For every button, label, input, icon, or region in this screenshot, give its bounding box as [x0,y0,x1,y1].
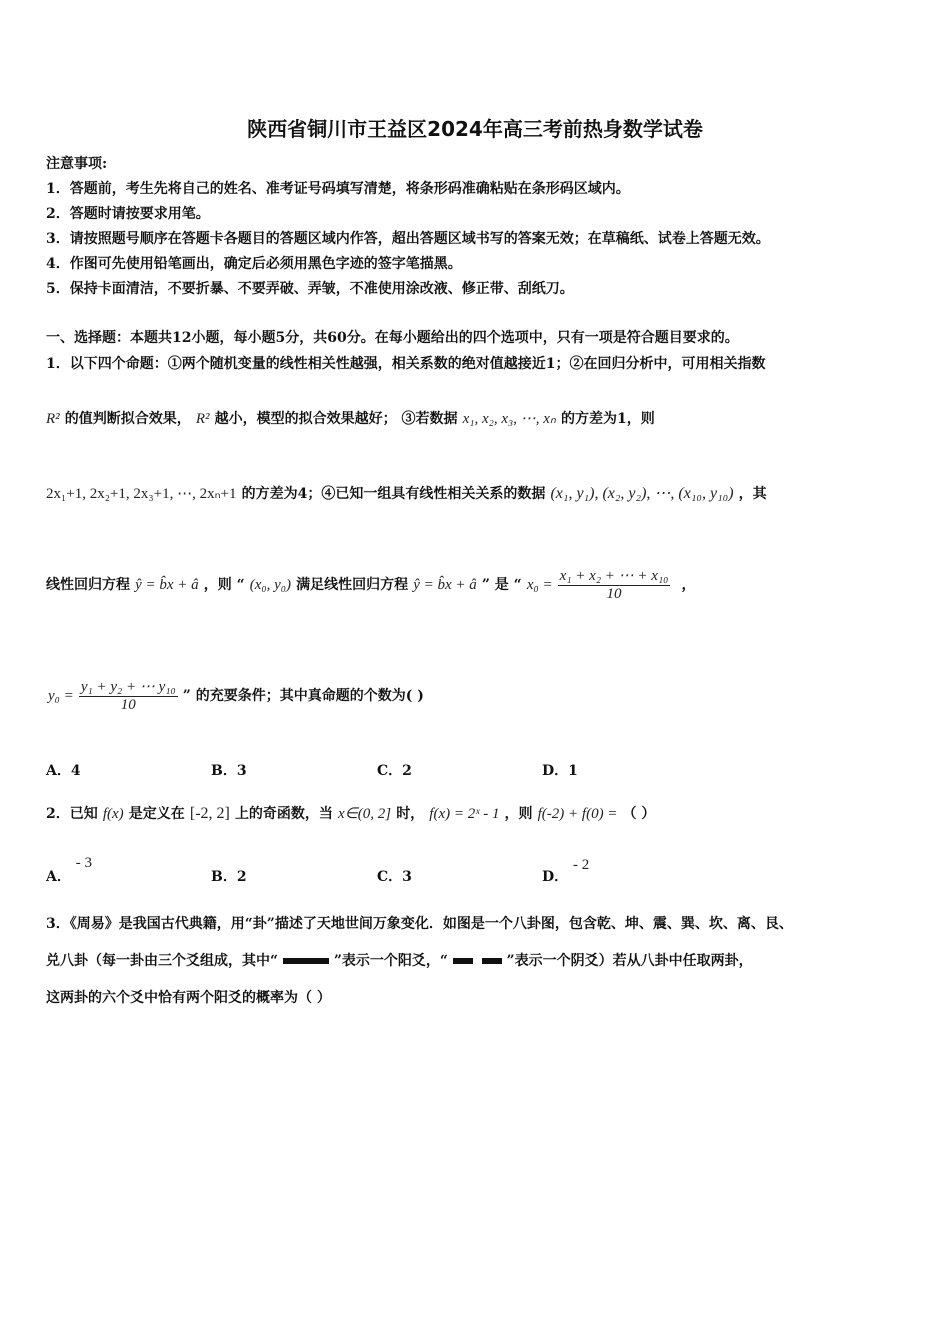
q1-r2-a: R² [46,411,60,427]
q2-text-1: 2．已知 [46,806,98,822]
notice-item-5: 5．保持卡面清洁，不要折暴、不要弄破、弄皱，不准使用涂改液、修正带、刮纸刀。 [46,281,574,297]
yang-line-icon [283,958,329,964]
q1-option-b: B．3 [211,763,247,779]
q1-y0-fraction [79,677,178,714]
q1-y0-label: y₀ = [48,688,74,704]
notice-heading: 注意事项: [46,156,108,172]
q1-x0-denominator: 10 [606,586,622,602]
q2-option-d-label: D． [542,869,569,885]
q1-text-3a: 的方差为4；④已知一组具有线性相关关系的数据 [241,486,546,502]
q1-data-seq: x₁, x₂, x₃, ⋯, xₙ [462,411,556,427]
q3-line1: 3．《周易》是我国古代典籍，用“卦”描述了天地世间万象变化．如图是一个八卦图，包含乾、坤、震、巽、坎、离、艮、 [46,916,793,932]
q2-option-d [542,857,590,886]
q2-interval: [-2, 2] [189,805,230,822]
q1-y0-numerator: y₁ + y₂ + ⋯ y₁₀ [80,679,176,695]
q1-text-5: ” 的充要条件；其中真命题的个数为( ) [182,688,424,704]
q1-x0-numerator: x₁ + x₂ + ⋯ + x₁₀ [559,568,669,584]
q1-x0-fraction [558,566,671,603]
q2-option-c: C．3 [377,869,412,885]
q1-option-d: D．1 [542,763,578,779]
q1-r2-b: R² [195,411,210,427]
q1-x0-label: x₀ = [526,577,553,593]
notice-item-4: 4．作图可先使用铅笔画出，确定后必须用黑色字迹的签字笔描黑。 [46,256,462,272]
q1-text-2b: 越小，模型的拟合效果越好； ③若数据 [214,411,458,427]
notice-item-1: 1．答题前，考生先将自己的姓名、准考证号码填写清楚，将条形码准确粘贴在条形码区域内。 [46,181,630,197]
q1-line5 [48,677,424,714]
q2-option-a-label: A． [46,869,71,885]
q3-text-2c: ”表示一个阴爻）若从八卦中任取两卦， [506,953,753,969]
q1-point: (x₀, y₀) [249,577,292,593]
q1-text-3b: ，其 [738,486,767,502]
q1-text-2a: 的值判断拟合效果， [64,411,191,427]
q2-option-b: B．2 [211,869,247,885]
q2-text-3: 上的奇函数，当 [234,806,333,822]
q1-text-4c: 满足线性回归方程 [296,577,409,593]
q2-line1 [46,803,655,823]
q1-text-4a: 线性回归方程 [46,577,130,593]
q1-line2 [46,408,655,428]
notice-item-3: 3．请按照题号顺序在答题卡各题目的答题区域内作答，超出答题区域书写的答案无效；在草稿纸、试卷上答题无效。 [46,231,770,247]
q1-regression-eq-b: ŷ = b̂x + â [413,577,477,593]
q2-option-d-value: - 2 [573,857,590,873]
q3-text-2b: ”表示一个阳爻，“ [333,953,448,969]
q2-fx: f(x) [102,806,124,822]
yin-line-left-icon [453,958,473,964]
q2-expression: f(-2) + f(0) = [537,806,618,822]
q2-text-5: ，则 [504,806,533,822]
exam-title: 陕西省铜川市王益区2024年高三考前热身数学试卷 [247,117,703,141]
q3-text-2a: 兑八卦（每一卦由三个爻组成，其中“ [46,953,279,969]
q1-text-4b: ，则 “ [203,577,245,593]
q2-text-4: 时， [396,806,425,822]
q1-data-pairs: (x₁, y₁), (x₂, y₂), ⋯, (x₁₀, y₁₀) [550,485,734,502]
notice-item-2: 2．答题时请按要求用笔。 [46,206,210,222]
q2-option-a-value: - 3 [75,855,92,871]
q1-text-4e: ， [681,577,696,593]
q2-function-def: f(x) = 2ˣ - 1 [429,806,500,822]
q1-regression-eq-a: ŷ = b̂x + â [135,577,199,593]
q2-text-6: （ ） [622,806,656,822]
q1-option-a: A．4 [46,763,81,779]
q1-text-4d: ” 是 “ [481,577,522,593]
q1-text-2c: 的方差为1，则 [560,411,655,427]
q3-line3: 这两卦的六个爻中恰有两个阳爻的概率为（ ） [46,990,331,1006]
q1-transformed-seq: 2x₁+1, 2x₂+1, 2x₃+1, ⋯, 2xₙ+1 [46,486,237,502]
section-heading: 一、选择题：本题共12小题，每小题5分，共60分。在每小题给出的四个选项中，只有一项是符合题目要求的。 [46,330,739,346]
q2-condition: x∈(0, 2] [338,806,392,822]
yin-line-right-icon [482,958,502,964]
q1-line3 [46,483,767,503]
q3-line2 [46,950,753,970]
q1-y0-denominator: 10 [120,697,136,713]
q1-line4 [46,566,695,603]
q2-option-a [46,855,92,886]
q1-line1: 1．以下四个命题：①两个随机变量的线性相关性越强，相关系数的绝对值越接近1；②在回归分析中，可用相关指数 [46,356,766,372]
q1-option-c: C．2 [377,763,412,779]
q2-text-2: 是定义在 [128,806,185,822]
